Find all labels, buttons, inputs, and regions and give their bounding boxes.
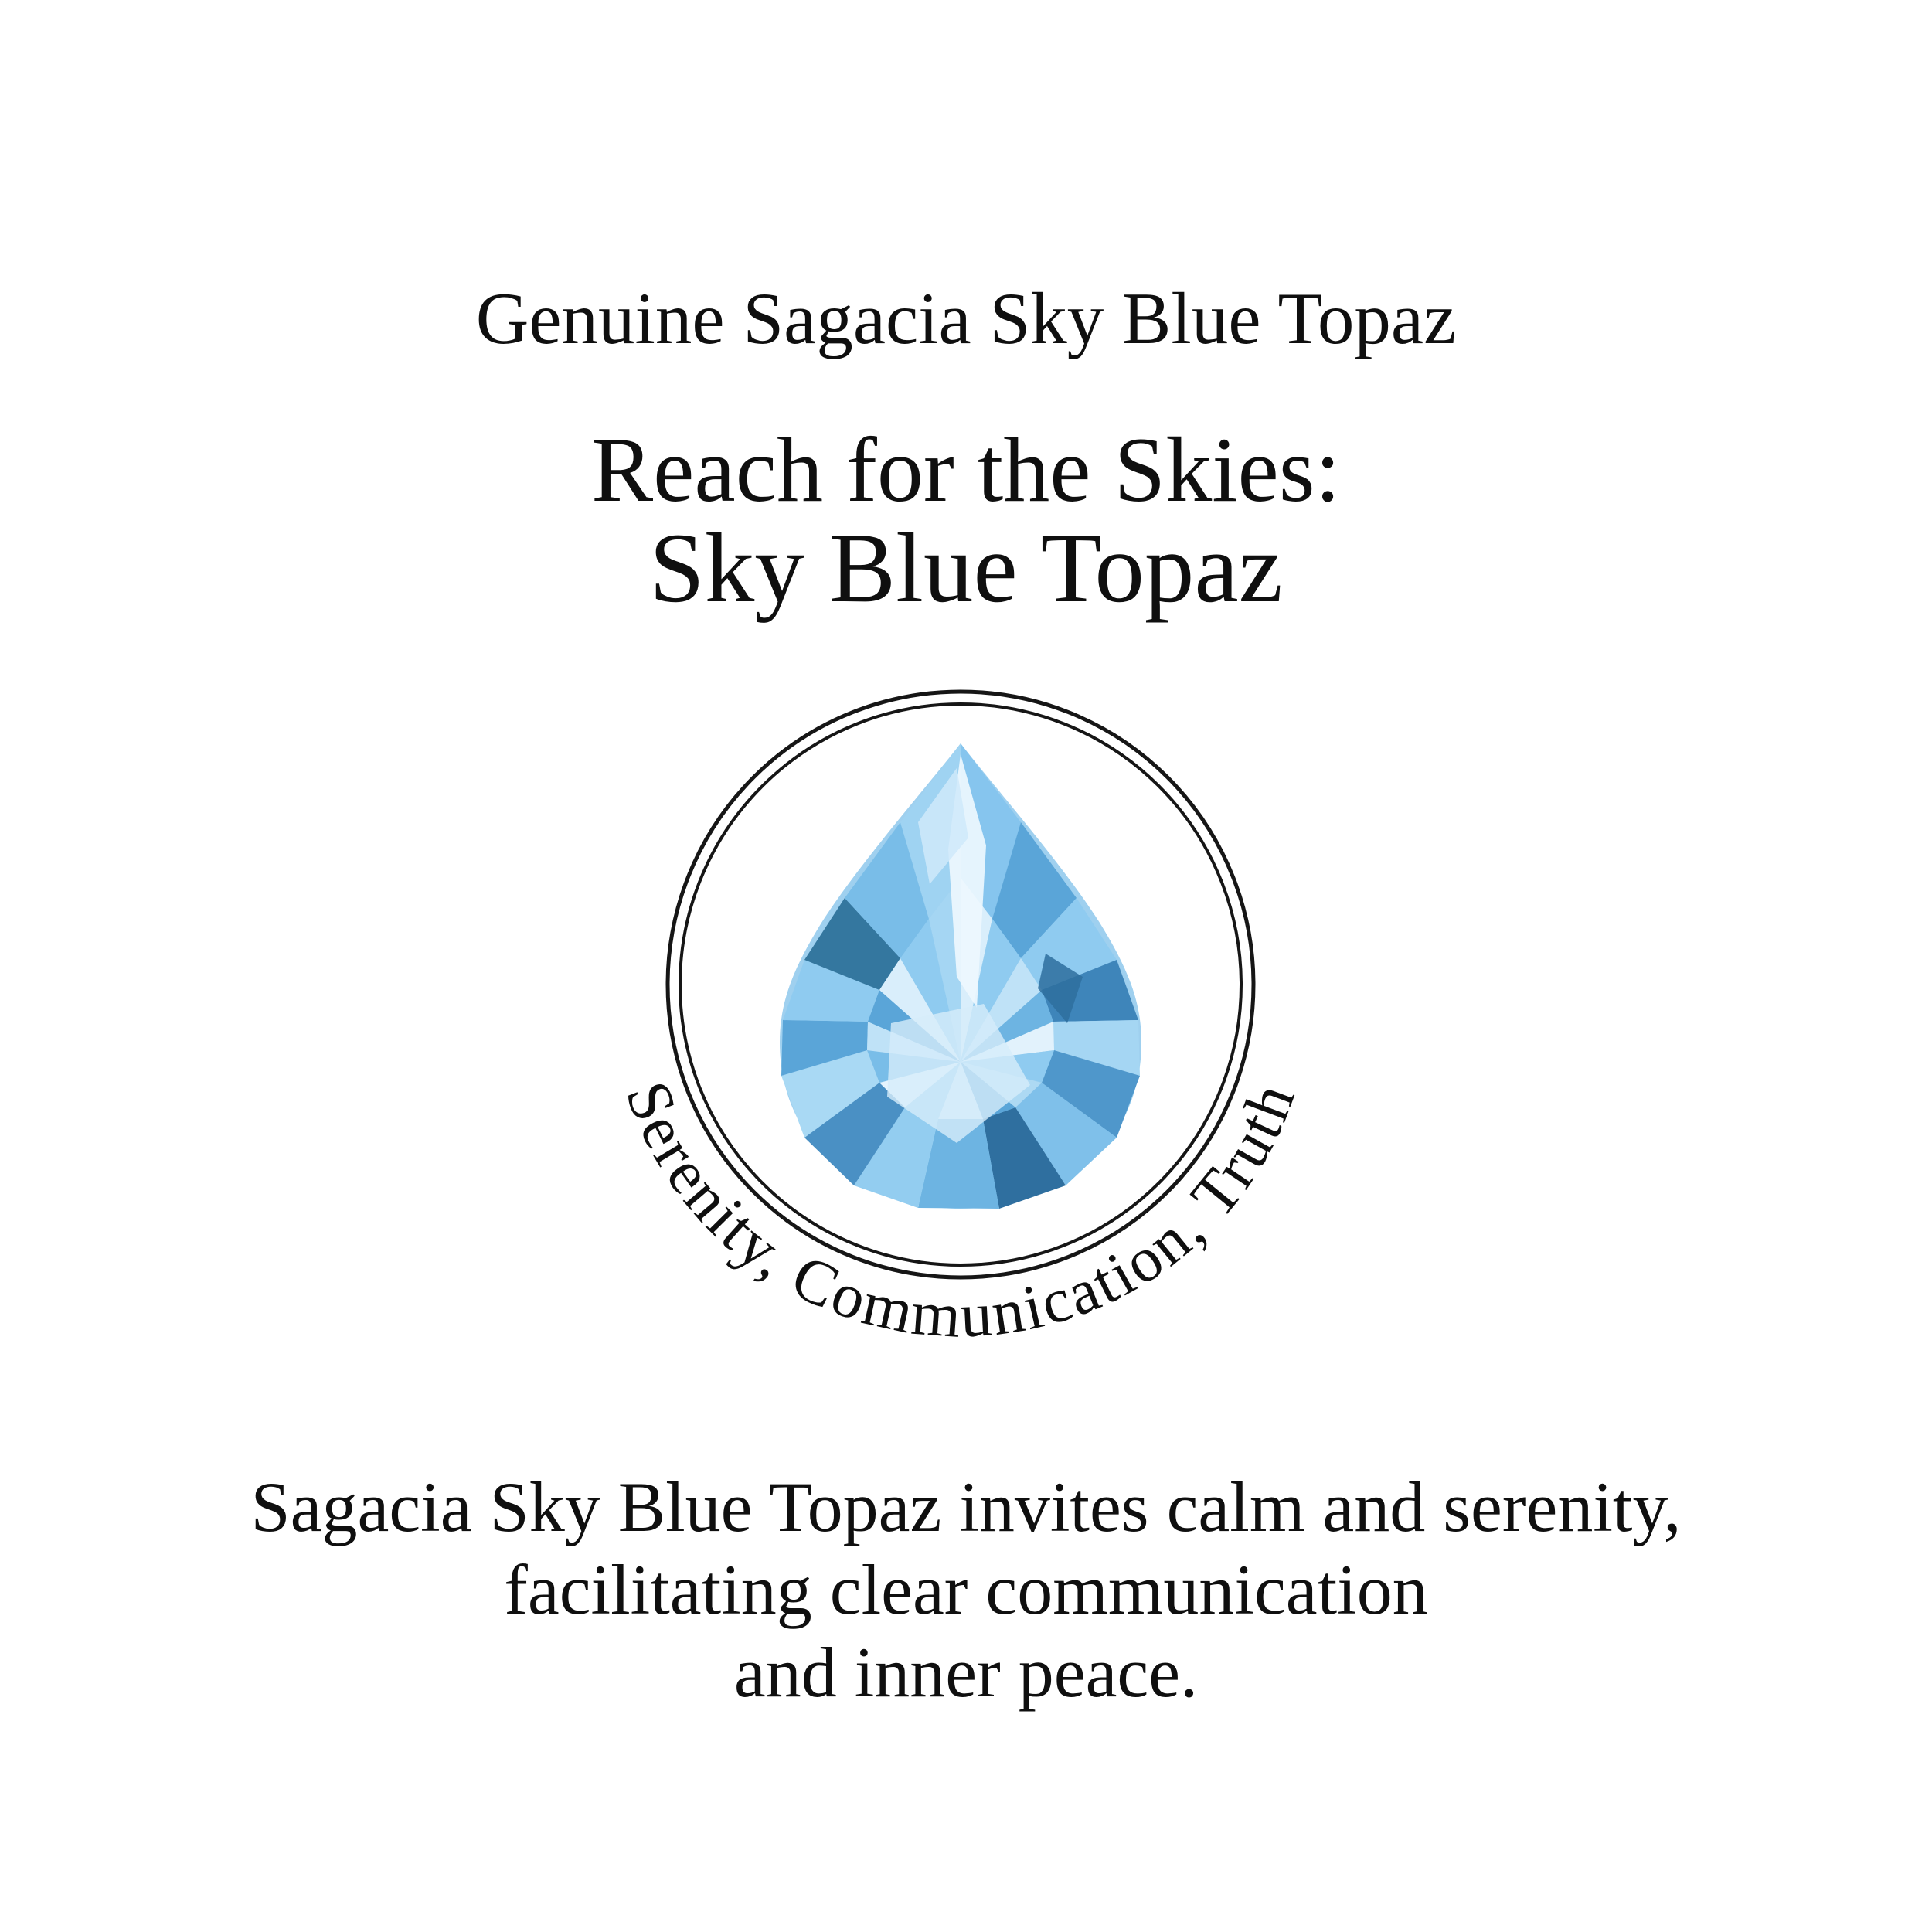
description-line2: facilitating clear communication [504, 1549, 1428, 1629]
topaz-gem-illustration [780, 743, 1141, 1209]
gem-emblem [566, 590, 1355, 1379]
description [0, 1466, 1932, 1714]
headline-line2: Sky Blue Topaz [649, 512, 1283, 623]
arc-text: Serenity, Communication, Truth [612, 1072, 1309, 1352]
tagline: Genuine Sagacia Sky Blue Topaz [475, 277, 1457, 359]
description-line3: and inner peace. [733, 1632, 1199, 1712]
headline-line1: Reach for the Skies: [591, 418, 1341, 521]
description-line1: Sagacia Sky Blue Topaz invites calm and serenity, [250, 1468, 1682, 1546]
